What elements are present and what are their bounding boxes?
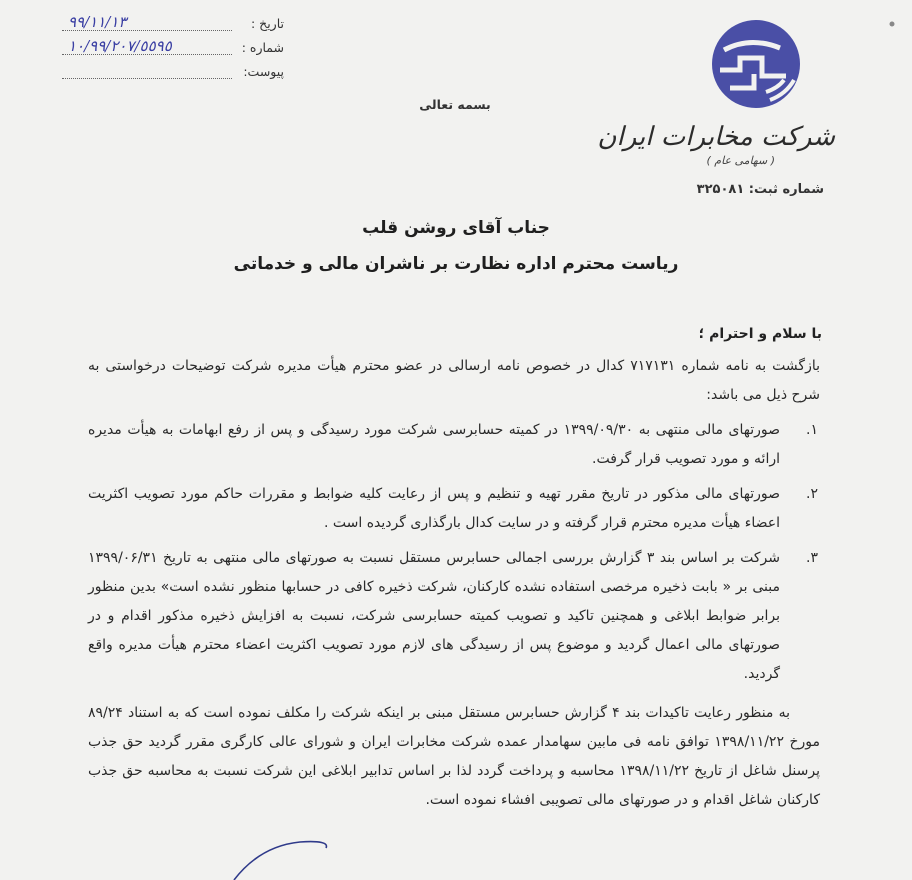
item-text: صورتهای مالی منتهی به ۱۳۹۹/۰۹/۳۰ در کمیته حسابرسی شرکت مورد رسیدگی و پس از رفع ابهامات به هیأت مدیره ارائه و مورد تصویب قرار گرفت. (88, 422, 780, 467)
closing-paragraph: به منظور رعایت تاکیدات بند ۴ گزارش حسابرس مستقل مبنی بر اینکه شرکت را مکلف نموده است که به استناد ۸۹/۲۴ مورخ ۱۳۹۸/۱۱/۲۲ توافق نامه فی مابین سهامدار عمده شرکت مخابرات ایران و شورای عالی کارگری مقرر گردید حق جذب پرسنل شاغل از تاریخ ۱۳۹۸/۱۱/۲۲ محاسبه و پرداخت گردد لذا بر اساس تدابیر ابلاغی این شرکت نسبت به محاسبه حق جذب کارکنان شاغل اقدام و در صورتهای مالی تصویبی افشاء نموده است. (88, 705, 820, 808)
item-text: صورتهای مالی مذکور در تاریخ مقرر تهیه و تنظیم و پس از رعایت کلیه ضوابط و مقررات حاکم مورد تصویب اکثریت اعضاء هیأت مدیره محترم قرار گرفته و در سایت کدال بارگذاری گردیده است . (88, 486, 780, 531)
greeting: با سلام و احترام ؛ (698, 326, 822, 342)
letter-body (88, 352, 820, 829)
attachment-row (62, 62, 284, 84)
attachment-dotted-line (62, 78, 232, 79)
addressee-name: جناب آقای روشن قلب (362, 218, 550, 238)
letter-meta (62, 14, 284, 86)
signature-stroke (230, 836, 340, 880)
number-value: ١٠/٩٩/٢٠٧/٥٥٩٥ (68, 37, 172, 55)
company-logo (597, 18, 835, 178)
list-item (88, 416, 820, 474)
list-item (88, 544, 820, 689)
registration-number: شماره ثبت: ۳۲۵۰۸۱ (696, 182, 824, 197)
list-item (88, 480, 820, 538)
number-label: شماره : (241, 40, 284, 55)
addressee-title: ریاست محترم اداره نظارت بر ناشران مالی و خدماتی (233, 254, 679, 274)
date-row (62, 14, 284, 36)
basmala-heading: بسمه تعالی (419, 97, 491, 112)
item-number: ۲. (806, 486, 818, 502)
item-number: ۱. (806, 422, 818, 438)
date-label: تاریخ : (250, 16, 284, 31)
date-value: ٩٩/١١/١٣ (68, 13, 127, 31)
company-name: شرکت مخابرات ایران (597, 122, 835, 152)
item-text: شرکت بر اساس بند ۳ گزارش بررسی اجمالی حسابرس مستقل نسبت به صورتهای مالی منتهی به تاریخ ۱۳۹۹/۰۶/۳۱ مبنی بر « بابت ذخیره مرخصی استفاده نشده کارکنان، شرکت ذخیره کافی در حسابها منظور نشده است» بدین منظور برابر ضوابط ابلاغی و همچنین تاکید و تصویب کمیته حسابرسی شرکت، نسبت به افزایش ذخیره مذکور اقدام و در صورتهای مالی اعمال گردید و موضوع پس از رسیدگی های لازم مورد تصویب اکثریت اعضاء محترم هیأت مدیره واقع گردید. (88, 550, 780, 682)
item-number: ۳. (806, 550, 818, 566)
intro-paragraph: بازگشت به نامه شماره ۷۱۷۱۳۱ کدال در خصوص نامه ارسالی در عضو محترم هیأت مدیره شرکت توضیحات درخواستی به شرح ذیل می باشد: (88, 358, 820, 403)
company-type: ( سهامی عام ) (706, 154, 775, 167)
attachment-label: پیوست: (243, 64, 284, 79)
telecom-globe-icon (710, 18, 802, 110)
number-row (62, 38, 284, 60)
ink-dot-icon (888, 20, 896, 28)
numbered-list (88, 416, 820, 689)
